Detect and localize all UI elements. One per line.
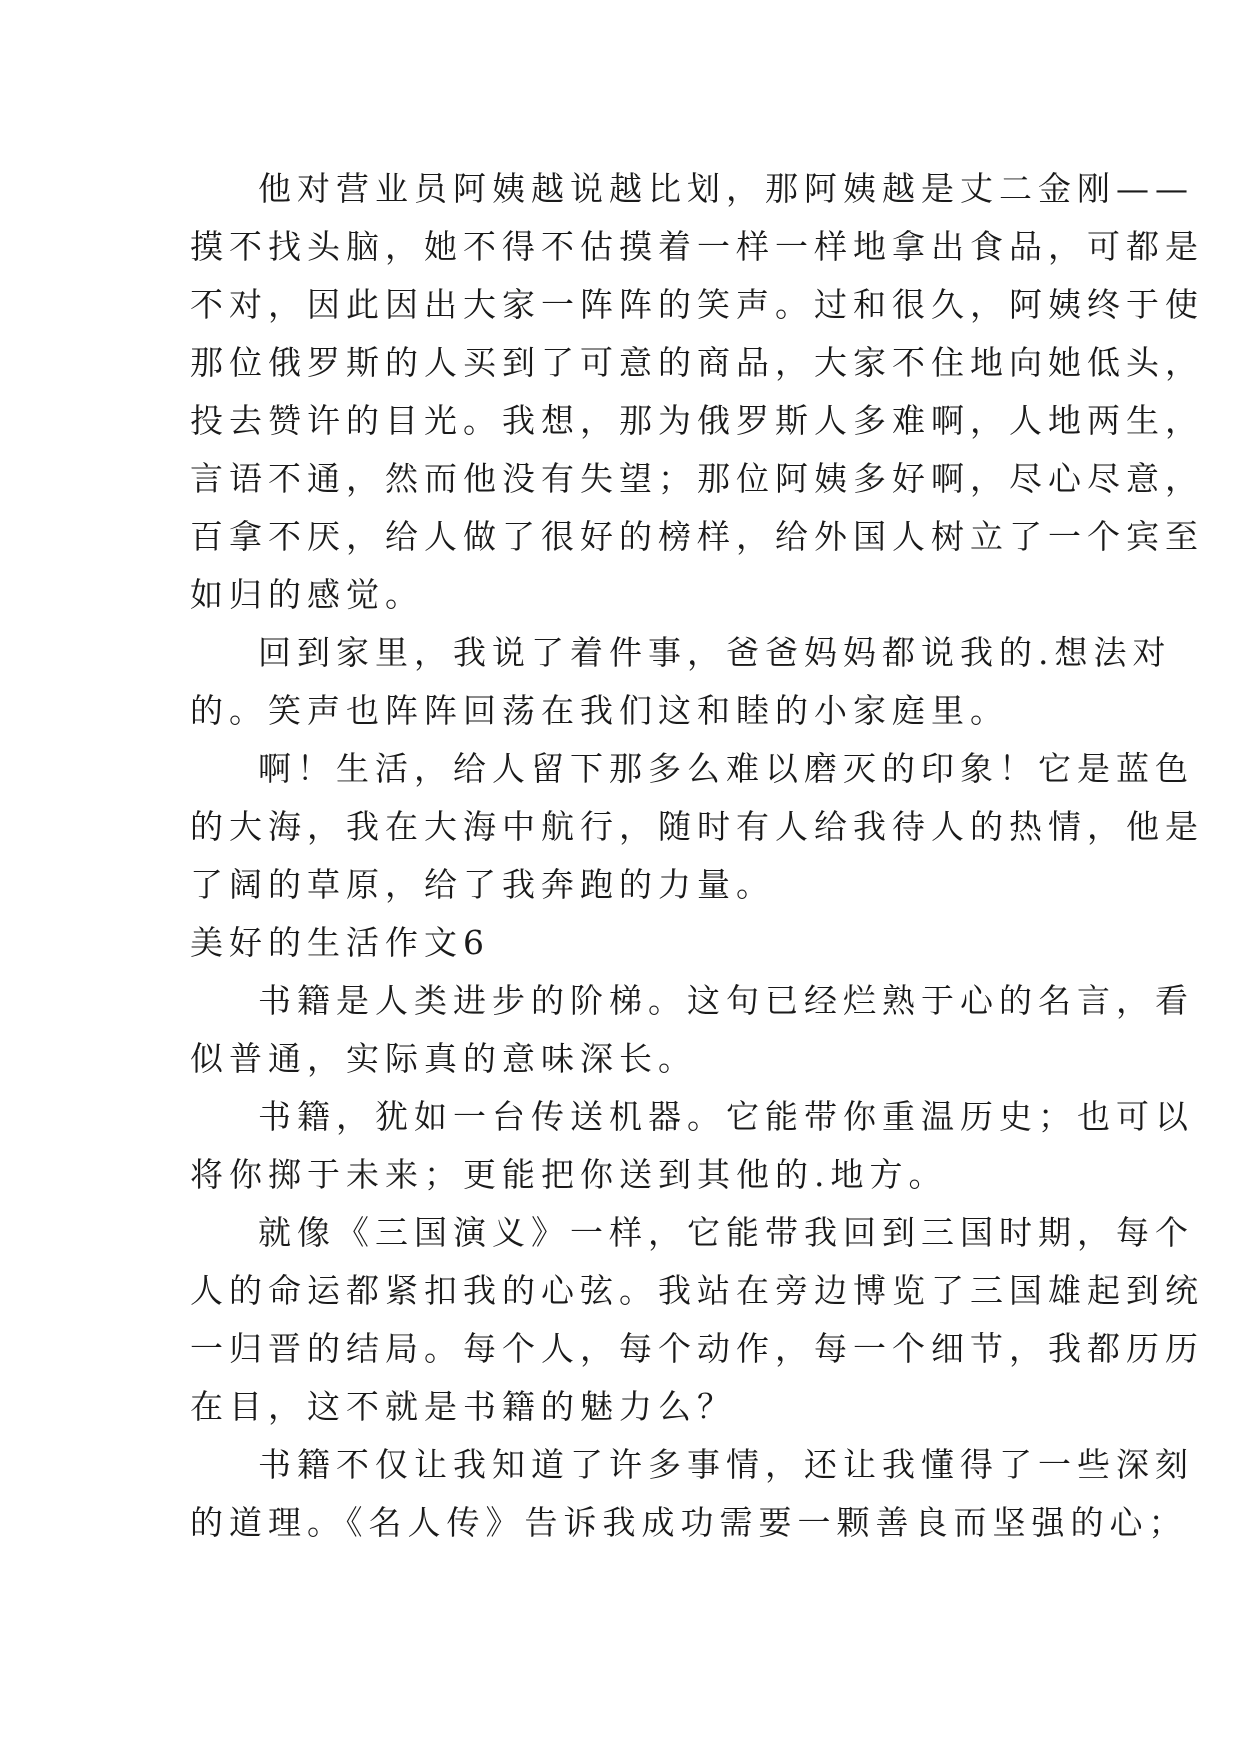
paragraph-line: 投去赞许的目光。我想，那为俄罗斯人多难啊，人地两生， bbox=[190, 401, 1204, 440]
paragraph-line: 的道理。《名人传》告诉我成功需要一颗善良而坚强的心； bbox=[190, 1503, 1188, 1542]
paragraph-line: 啊！生活，给人留下那多么难以磨灭的印象！它是蓝色 bbox=[258, 749, 1194, 788]
paragraph-line: 就像《三国演义》一样，它能带我回到三国时期，每个 bbox=[258, 1213, 1194, 1252]
paragraph-line: 书籍是人类进步的阶梯。这句已经烂熟于心的名言，看 bbox=[258, 981, 1194, 1020]
document-body bbox=[190, 160, 1204, 1552]
paragraph-line: 一归晋的结局。每个人，每个动作，每一个细节，我都历历 bbox=[190, 1329, 1204, 1368]
paragraph-line: 书籍，犹如一台传送机器。它能带你重温历史；也可以 bbox=[258, 1097, 1194, 1136]
paragraph-line: 摸不找头脑，她不得不估摸着一样一样地拿出食品，可都是 bbox=[190, 227, 1204, 266]
paragraph-line: 如归的感觉。 bbox=[190, 575, 424, 614]
paragraph-line: 百拿不厌，给人做了很好的榜样，给外国人树立了一个宾至 bbox=[190, 517, 1204, 556]
paragraph-line: 人的命运都紧扣我的心弦。我站在旁边博览了三国雄起到统 bbox=[190, 1271, 1204, 1310]
paragraph-line: 了阔的草原，给了我奔跑的力量。 bbox=[190, 865, 775, 904]
paragraph-line: 书籍不仅让我知道了许多事情，还让我懂得了一些深刻 bbox=[258, 1445, 1194, 1484]
section-heading: 美好的生活作文6 bbox=[190, 923, 490, 962]
paragraph-line: 回到家里，我说了着件事，爸爸妈妈都说我的.想法对 bbox=[258, 633, 1172, 672]
paragraph-line: 的大海，我在大海中航行，随时有人给我待人的热情，他是 bbox=[190, 807, 1204, 846]
paragraph-line: 不对，因此因出大家一阵阵的笑声。过和很久，阿姨终于使 bbox=[190, 285, 1204, 324]
paragraph-line: 将你掷于未来；更能把你送到其他的.地方。 bbox=[190, 1155, 948, 1194]
paragraph-line: 言语不通，然而他没有失望；那位阿姨多好啊，尽心尽意， bbox=[190, 459, 1204, 498]
paragraph-line: 似普通，实际真的意味深长。 bbox=[190, 1039, 697, 1078]
paragraph-line: 在目，这不就是书籍的魅力么？ bbox=[190, 1387, 736, 1426]
paragraph-line: 他对营业员阿姨越说越比划，那阿姨越是丈二金刚—— bbox=[258, 169, 1194, 208]
paragraph-line: 那位俄罗斯的人买到了可意的商品，大家不住地向她低头， bbox=[190, 343, 1204, 382]
paragraph-line: 的。笑声也阵阵回荡在我们这和睦的小家庭里。 bbox=[190, 691, 1009, 730]
